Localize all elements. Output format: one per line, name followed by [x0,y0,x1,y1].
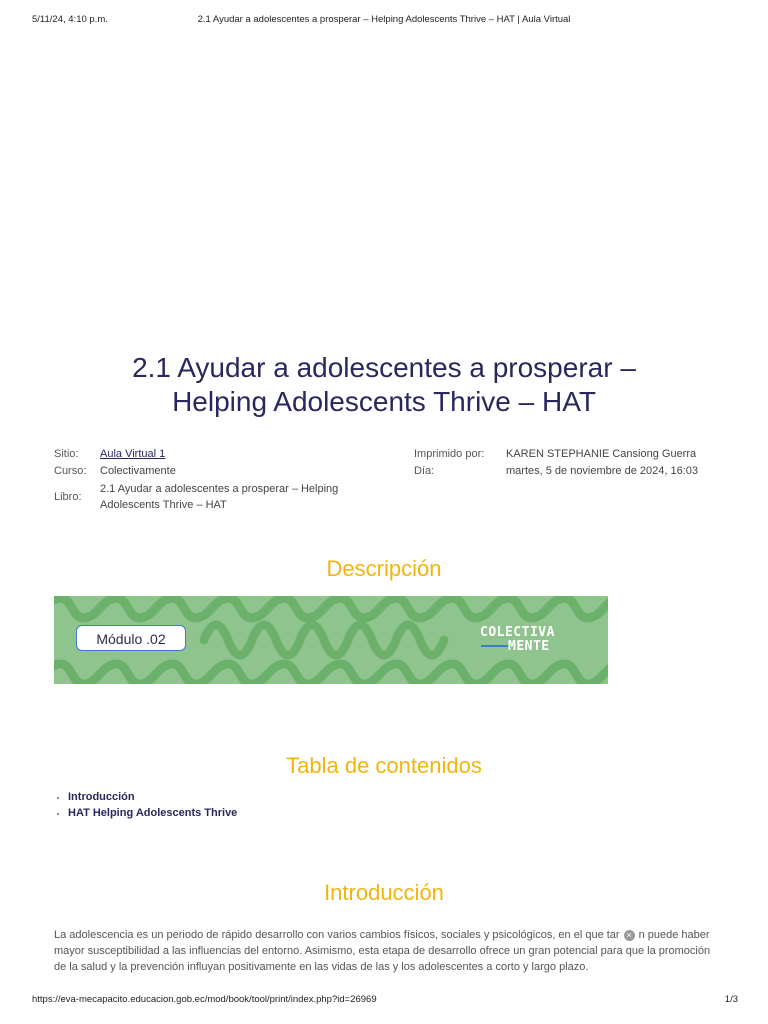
day-value: martes, 5 de noviembre de 2024, 16:03 [506,465,699,477]
description-heading: Descripción [326,556,442,582]
book-value: 2.1 Ayudar a adolescentes a prosperar – Helping Adolescents Thrive – HAT [100,483,339,511]
brand-logo-line-1: COLECTIVA [480,625,555,640]
intro-paragraph [54,927,722,975]
toc-item-hat[interactable]: • HAT Helping Adolescents Thrive [68,805,237,821]
toc-item-introduccion[interactable]: • Introducción [68,789,237,805]
printed-by-value: KAREN STEPHANIE Cansiong Guerra [506,448,697,460]
brand-logo-line-2: MENTE [508,639,550,654]
page-title-line-2: Helping Adolescents Thrive – HAT [172,385,596,417]
site-link[interactable]: Aula Virtual 1 [100,448,166,460]
site-row [54,446,384,463]
site-label: Sitio: [54,448,79,460]
day-label: Día: [414,465,435,477]
brand-logo [480,626,555,654]
course-row [54,463,384,480]
book-info-left [54,446,384,513]
page-title-line-1: 2.1 Ayudar a adolescentes a prosperar – [132,351,636,383]
expand-icon[interactable]: × [624,930,635,941]
printed-by-label: Imprimido por: [414,448,485,460]
intro-text-part-1: La adolescencia es un periodo de rápido desarrollo con varios cambios físicos, sociales y psicológicos, en el que tar [54,929,620,941]
table-of-contents [54,789,237,821]
intro-heading: Introducción [324,880,444,906]
book-info-right [414,446,734,480]
printed-by-row [414,446,734,463]
book-row [54,481,384,513]
print-url: https://eva-mecapacito.educacion.gob.ec/mod/book/tool/print/index.php?id=26969 [32,994,377,1005]
day-row [414,463,734,480]
page-counter: 1/3 [724,994,738,1005]
print-document-title: 2.1 Ayudar a adolescentes a prosperar – Helping Adolescents Thrive – HAT | Aula Virtual [197,14,571,25]
module-label: Módulo .02 [76,625,186,651]
intro-text-part-2: n puede haber mayor susceptibilidad a las influencias del entorno. Asimismo, esta etapa de desarrollo ofrece un gran potencial para que la promoción de la salud y la prevención influyan positivamente en las vidas de las y los adolescentes a corto y largo plazo. [54,929,711,973]
page-title [0,351,768,419]
print-date: 5/11/24, 4:10 p.m. [32,14,108,25]
brand-logo-underline [481,645,508,647]
book-label: Libro: [54,490,82,503]
course-label: Curso: [54,465,87,477]
course-value: Colectivamente [100,465,176,477]
toc-heading: Tabla de contenidos [286,753,482,779]
module-banner [54,596,608,684]
